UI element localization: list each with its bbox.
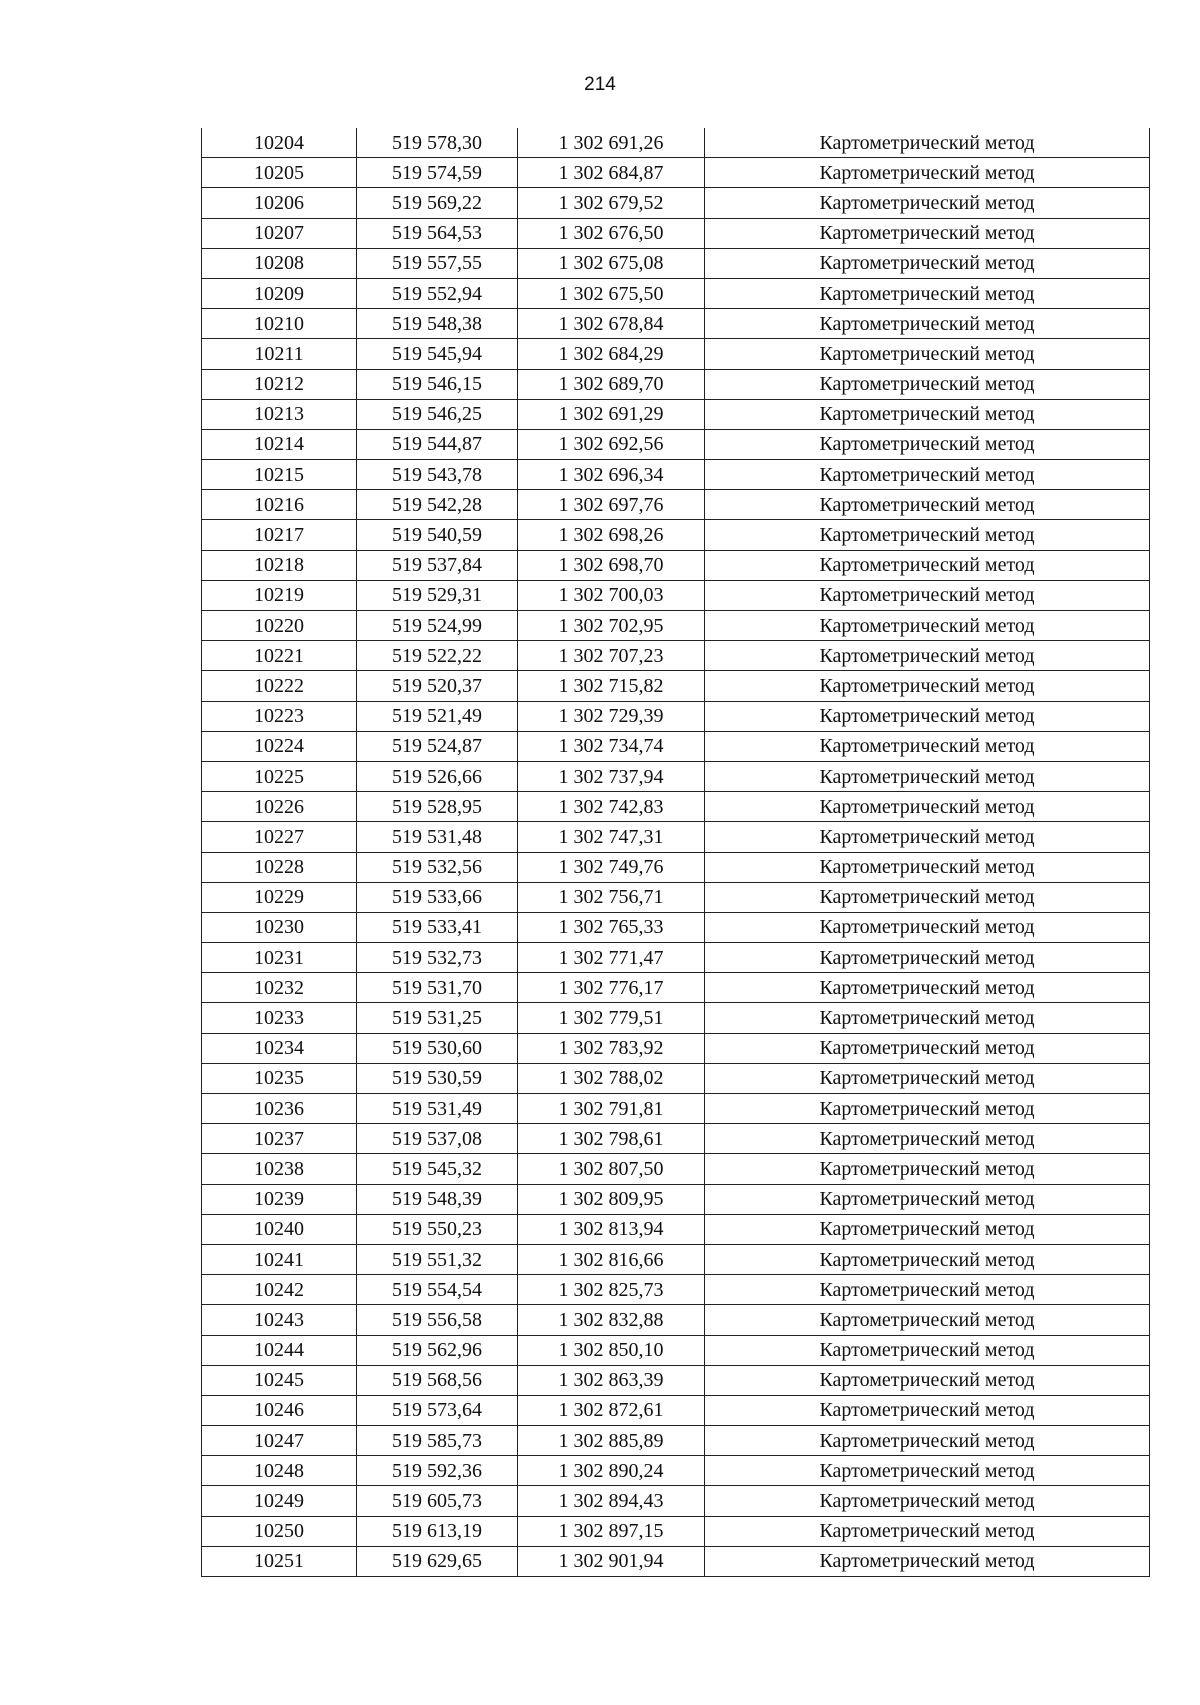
y-coordinate-cell: 1 302 691,29 xyxy=(518,399,705,429)
x-coordinate-cell: 519 530,59 xyxy=(357,1063,518,1093)
y-coordinate-cell: 1 302 756,71 xyxy=(518,882,705,912)
method-cell: Картометрический метод xyxy=(705,429,1150,459)
point-number-cell: 10228 xyxy=(202,852,357,882)
point-number-cell: 10247 xyxy=(202,1426,357,1456)
method-cell: Картометрический метод xyxy=(705,1516,1150,1546)
x-coordinate-cell: 519 542,28 xyxy=(357,490,518,520)
y-coordinate-cell: 1 302 894,43 xyxy=(518,1486,705,1516)
point-number-cell: 10232 xyxy=(202,973,357,1003)
x-coordinate-cell: 519 605,73 xyxy=(357,1486,518,1516)
method-cell: Картометрический метод xyxy=(705,611,1150,641)
x-coordinate-cell: 519 520,37 xyxy=(357,671,518,701)
method-cell: Картометрический метод xyxy=(705,1094,1150,1124)
point-number-cell: 10251 xyxy=(202,1546,357,1576)
method-cell: Картометрический метод xyxy=(705,943,1150,973)
y-coordinate-cell: 1 302 675,50 xyxy=(518,278,705,308)
point-number-cell: 10237 xyxy=(202,1124,357,1154)
table-row xyxy=(202,460,1150,490)
method-cell: Картометрический метод xyxy=(705,339,1150,369)
table-row xyxy=(202,248,1150,278)
table-row xyxy=(202,1426,1150,1456)
point-number-cell: 10218 xyxy=(202,550,357,580)
point-number-cell: 10219 xyxy=(202,580,357,610)
y-coordinate-cell: 1 302 700,03 xyxy=(518,580,705,610)
method-cell: Картометрический метод xyxy=(705,460,1150,490)
table-row xyxy=(202,1063,1150,1093)
method-cell: Картометрический метод xyxy=(705,158,1150,188)
table-row xyxy=(202,1516,1150,1546)
point-number-cell: 10241 xyxy=(202,1244,357,1274)
x-coordinate-cell: 519 629,65 xyxy=(357,1546,518,1576)
method-cell: Картометрический метод xyxy=(705,1003,1150,1033)
y-coordinate-cell: 1 302 679,52 xyxy=(518,188,705,218)
point-number-cell: 10227 xyxy=(202,822,357,852)
y-coordinate-cell: 1 302 813,94 xyxy=(518,1214,705,1244)
x-coordinate-cell: 519 531,48 xyxy=(357,822,518,852)
table-row xyxy=(202,278,1150,308)
table-row xyxy=(202,611,1150,641)
method-cell: Картометрический метод xyxy=(705,1546,1150,1576)
x-coordinate-cell: 519 524,87 xyxy=(357,731,518,761)
table-row xyxy=(202,490,1150,520)
x-coordinate-cell: 519 532,73 xyxy=(357,943,518,973)
y-coordinate-cell: 1 302 697,76 xyxy=(518,490,705,520)
x-coordinate-cell: 519 524,99 xyxy=(357,611,518,641)
y-coordinate-cell: 1 302 734,74 xyxy=(518,731,705,761)
method-cell: Картометрический метод xyxy=(705,278,1150,308)
x-coordinate-cell: 519 550,23 xyxy=(357,1214,518,1244)
point-number-cell: 10209 xyxy=(202,278,357,308)
coordinates-table-body xyxy=(202,128,1150,1577)
method-cell: Картометрический метод xyxy=(705,641,1150,671)
y-coordinate-cell: 1 302 791,81 xyxy=(518,1094,705,1124)
table-row xyxy=(202,1456,1150,1486)
point-number-cell: 10250 xyxy=(202,1516,357,1546)
point-number-cell: 10238 xyxy=(202,1154,357,1184)
point-number-cell: 10225 xyxy=(202,761,357,791)
point-number-cell: 10243 xyxy=(202,1305,357,1335)
method-cell: Картометрический метод xyxy=(705,701,1150,731)
y-coordinate-cell: 1 302 749,76 xyxy=(518,852,705,882)
x-coordinate-cell: 519 585,73 xyxy=(357,1426,518,1456)
y-coordinate-cell: 1 302 872,61 xyxy=(518,1395,705,1425)
y-coordinate-cell: 1 302 684,29 xyxy=(518,339,705,369)
point-number-cell: 10242 xyxy=(202,1275,357,1305)
point-number-cell: 10235 xyxy=(202,1063,357,1093)
x-coordinate-cell: 519 545,32 xyxy=(357,1154,518,1184)
method-cell: Картометрический метод xyxy=(705,1033,1150,1063)
x-coordinate-cell: 519 521,49 xyxy=(357,701,518,731)
table-row xyxy=(202,1365,1150,1395)
y-coordinate-cell: 1 302 678,84 xyxy=(518,309,705,339)
x-coordinate-cell: 519 578,30 xyxy=(357,128,518,158)
y-coordinate-cell: 1 302 807,50 xyxy=(518,1154,705,1184)
method-cell: Картометрический метод xyxy=(705,792,1150,822)
method-cell: Картометрический метод xyxy=(705,399,1150,429)
y-coordinate-cell: 1 302 691,26 xyxy=(518,128,705,158)
point-number-cell: 10245 xyxy=(202,1365,357,1395)
x-coordinate-cell: 519 574,59 xyxy=(357,158,518,188)
y-coordinate-cell: 1 302 779,51 xyxy=(518,1003,705,1033)
method-cell: Картометрический метод xyxy=(705,1305,1150,1335)
y-coordinate-cell: 1 302 737,94 xyxy=(518,761,705,791)
table-row xyxy=(202,399,1150,429)
y-coordinate-cell: 1 302 832,88 xyxy=(518,1305,705,1335)
point-number-cell: 10214 xyxy=(202,429,357,459)
y-coordinate-cell: 1 302 816,66 xyxy=(518,1244,705,1274)
method-cell: Картометрический метод xyxy=(705,1184,1150,1214)
table-row xyxy=(202,218,1150,248)
y-coordinate-cell: 1 302 684,87 xyxy=(518,158,705,188)
x-coordinate-cell: 519 573,64 xyxy=(357,1395,518,1425)
x-coordinate-cell: 519 530,60 xyxy=(357,1033,518,1063)
table-row xyxy=(202,1003,1150,1033)
table-row xyxy=(202,912,1150,942)
table-row xyxy=(202,1244,1150,1274)
y-coordinate-cell: 1 302 798,61 xyxy=(518,1124,705,1154)
table-row xyxy=(202,671,1150,701)
x-coordinate-cell: 519 528,95 xyxy=(357,792,518,822)
table-row xyxy=(202,309,1150,339)
x-coordinate-cell: 519 540,59 xyxy=(357,520,518,550)
x-coordinate-cell: 519 554,54 xyxy=(357,1275,518,1305)
y-coordinate-cell: 1 302 885,89 xyxy=(518,1426,705,1456)
method-cell: Картометрический метод xyxy=(705,882,1150,912)
point-number-cell: 10213 xyxy=(202,399,357,429)
x-coordinate-cell: 519 569,22 xyxy=(357,188,518,218)
table-row xyxy=(202,128,1150,158)
point-number-cell: 10226 xyxy=(202,792,357,822)
x-coordinate-cell: 519 537,08 xyxy=(357,1124,518,1154)
x-coordinate-cell: 519 545,94 xyxy=(357,339,518,369)
table-row xyxy=(202,1154,1150,1184)
y-coordinate-cell: 1 302 692,56 xyxy=(518,429,705,459)
y-coordinate-cell: 1 302 776,17 xyxy=(518,973,705,1003)
table-row xyxy=(202,882,1150,912)
method-cell: Картометрический метод xyxy=(705,580,1150,610)
table-row xyxy=(202,792,1150,822)
method-cell: Картометрический метод xyxy=(705,1275,1150,1305)
method-cell: Картометрический метод xyxy=(705,550,1150,580)
x-coordinate-cell: 519 551,32 xyxy=(357,1244,518,1274)
table-row xyxy=(202,731,1150,761)
method-cell: Картометрический метод xyxy=(705,1124,1150,1154)
y-coordinate-cell: 1 302 702,95 xyxy=(518,611,705,641)
table-row xyxy=(202,1094,1150,1124)
x-coordinate-cell: 519 532,56 xyxy=(357,852,518,882)
table-row xyxy=(202,580,1150,610)
method-cell: Картометрический метод xyxy=(705,218,1150,248)
point-number-cell: 10217 xyxy=(202,520,357,550)
y-coordinate-cell: 1 302 863,39 xyxy=(518,1365,705,1395)
table-row xyxy=(202,761,1150,791)
y-coordinate-cell: 1 302 771,47 xyxy=(518,943,705,973)
method-cell: Картометрический метод xyxy=(705,1365,1150,1395)
point-number-cell: 10210 xyxy=(202,309,357,339)
point-number-cell: 10223 xyxy=(202,701,357,731)
point-number-cell: 10236 xyxy=(202,1094,357,1124)
point-number-cell: 10234 xyxy=(202,1033,357,1063)
x-coordinate-cell: 519 531,70 xyxy=(357,973,518,1003)
table-row xyxy=(202,369,1150,399)
table-row xyxy=(202,339,1150,369)
method-cell: Картометрический метод xyxy=(705,912,1150,942)
method-cell: Картометрический метод xyxy=(705,1154,1150,1184)
x-coordinate-cell: 519 613,19 xyxy=(357,1516,518,1546)
x-coordinate-cell: 519 556,58 xyxy=(357,1305,518,1335)
y-coordinate-cell: 1 302 747,31 xyxy=(518,822,705,852)
method-cell: Картометрический метод xyxy=(705,973,1150,1003)
table-row xyxy=(202,943,1150,973)
table-row xyxy=(202,641,1150,671)
table-row xyxy=(202,1275,1150,1305)
table-row xyxy=(202,1033,1150,1063)
table-row xyxy=(202,701,1150,731)
point-number-cell: 10222 xyxy=(202,671,357,701)
table-row xyxy=(202,550,1150,580)
page-number: 214 xyxy=(584,74,616,95)
x-coordinate-cell: 519 548,39 xyxy=(357,1184,518,1214)
table-row xyxy=(202,973,1150,1003)
y-coordinate-cell: 1 302 890,24 xyxy=(518,1456,705,1486)
x-coordinate-cell: 519 531,49 xyxy=(357,1094,518,1124)
x-coordinate-cell: 519 533,41 xyxy=(357,912,518,942)
table-row xyxy=(202,188,1150,218)
point-number-cell: 10229 xyxy=(202,882,357,912)
y-coordinate-cell: 1 302 825,73 xyxy=(518,1275,705,1305)
coordinates-table xyxy=(201,128,1150,1577)
table-row xyxy=(202,1124,1150,1154)
x-coordinate-cell: 519 562,96 xyxy=(357,1335,518,1365)
method-cell: Картометрический метод xyxy=(705,369,1150,399)
point-number-cell: 10246 xyxy=(202,1395,357,1425)
point-number-cell: 10207 xyxy=(202,218,357,248)
point-number-cell: 10230 xyxy=(202,912,357,942)
method-cell: Картометрический метод xyxy=(705,1395,1150,1425)
method-cell: Картометрический метод xyxy=(705,520,1150,550)
table-row xyxy=(202,822,1150,852)
method-cell: Картометрический метод xyxy=(705,490,1150,520)
method-cell: Картометрический метод xyxy=(705,1335,1150,1365)
method-cell: Картометрический метод xyxy=(705,1063,1150,1093)
method-cell: Картометрический метод xyxy=(705,1456,1150,1486)
method-cell: Картометрический метод xyxy=(705,761,1150,791)
point-number-cell: 10224 xyxy=(202,731,357,761)
method-cell: Картометрический метод xyxy=(705,1244,1150,1274)
method-cell: Картометрический метод xyxy=(705,309,1150,339)
y-coordinate-cell: 1 302 675,08 xyxy=(518,248,705,278)
table-row xyxy=(202,520,1150,550)
method-cell: Картометрический метод xyxy=(705,1486,1150,1516)
point-number-cell: 10216 xyxy=(202,490,357,520)
x-coordinate-cell: 519 568,56 xyxy=(357,1365,518,1395)
table-row xyxy=(202,1184,1150,1214)
y-coordinate-cell: 1 302 707,23 xyxy=(518,641,705,671)
point-number-cell: 10239 xyxy=(202,1184,357,1214)
point-number-cell: 10249 xyxy=(202,1486,357,1516)
x-coordinate-cell: 519 533,66 xyxy=(357,882,518,912)
table-row xyxy=(202,1305,1150,1335)
x-coordinate-cell: 519 526,66 xyxy=(357,761,518,791)
table-row xyxy=(202,429,1150,459)
x-coordinate-cell: 519 548,38 xyxy=(357,309,518,339)
y-coordinate-cell: 1 302 689,70 xyxy=(518,369,705,399)
y-coordinate-cell: 1 302 676,50 xyxy=(518,218,705,248)
method-cell: Картометрический метод xyxy=(705,248,1150,278)
x-coordinate-cell: 519 592,36 xyxy=(357,1456,518,1486)
y-coordinate-cell: 1 302 715,82 xyxy=(518,671,705,701)
x-coordinate-cell: 519 546,25 xyxy=(357,399,518,429)
table-row xyxy=(202,1214,1150,1244)
point-number-cell: 10231 xyxy=(202,943,357,973)
x-coordinate-cell: 519 544,87 xyxy=(357,429,518,459)
point-number-cell: 10240 xyxy=(202,1214,357,1244)
x-coordinate-cell: 519 546,15 xyxy=(357,369,518,399)
method-cell: Картометрический метод xyxy=(705,671,1150,701)
y-coordinate-cell: 1 302 850,10 xyxy=(518,1335,705,1365)
table-row xyxy=(202,1546,1150,1576)
point-number-cell: 10208 xyxy=(202,248,357,278)
y-coordinate-cell: 1 302 783,92 xyxy=(518,1033,705,1063)
table-row xyxy=(202,852,1150,882)
table-row xyxy=(202,1335,1150,1365)
table-row xyxy=(202,1486,1150,1516)
x-coordinate-cell: 519 543,78 xyxy=(357,460,518,490)
point-number-cell: 10215 xyxy=(202,460,357,490)
method-cell: Картометрический метод xyxy=(705,128,1150,158)
method-cell: Картометрический метод xyxy=(705,852,1150,882)
point-number-cell: 10233 xyxy=(202,1003,357,1033)
y-coordinate-cell: 1 302 729,39 xyxy=(518,701,705,731)
x-coordinate-cell: 519 522,22 xyxy=(357,641,518,671)
point-number-cell: 10206 xyxy=(202,188,357,218)
x-coordinate-cell: 519 529,31 xyxy=(357,580,518,610)
point-number-cell: 10205 xyxy=(202,158,357,188)
point-number-cell: 10212 xyxy=(202,369,357,399)
method-cell: Картометрический метод xyxy=(705,1214,1150,1244)
y-coordinate-cell: 1 302 698,26 xyxy=(518,520,705,550)
y-coordinate-cell: 1 302 742,83 xyxy=(518,792,705,822)
y-coordinate-cell: 1 302 696,34 xyxy=(518,460,705,490)
point-number-cell: 10221 xyxy=(202,641,357,671)
x-coordinate-cell: 519 531,25 xyxy=(357,1003,518,1033)
point-number-cell: 10220 xyxy=(202,611,357,641)
y-coordinate-cell: 1 302 765,33 xyxy=(518,912,705,942)
y-coordinate-cell: 1 302 698,70 xyxy=(518,550,705,580)
y-coordinate-cell: 1 302 897,15 xyxy=(518,1516,705,1546)
point-number-cell: 10248 xyxy=(202,1456,357,1486)
x-coordinate-cell: 519 552,94 xyxy=(357,278,518,308)
method-cell: Картометрический метод xyxy=(705,731,1150,761)
method-cell: Картометрический метод xyxy=(705,1426,1150,1456)
point-number-cell: 10211 xyxy=(202,339,357,369)
y-coordinate-cell: 1 302 788,02 xyxy=(518,1063,705,1093)
point-number-cell: 10204 xyxy=(202,128,357,158)
y-coordinate-cell: 1 302 901,94 xyxy=(518,1546,705,1576)
y-coordinate-cell: 1 302 809,95 xyxy=(518,1184,705,1214)
table-row xyxy=(202,158,1150,188)
x-coordinate-cell: 519 564,53 xyxy=(357,218,518,248)
x-coordinate-cell: 519 537,84 xyxy=(357,550,518,580)
x-coordinate-cell: 519 557,55 xyxy=(357,248,518,278)
table-row xyxy=(202,1395,1150,1425)
method-cell: Картометрический метод xyxy=(705,822,1150,852)
point-number-cell: 10244 xyxy=(202,1335,357,1365)
method-cell: Картометрический метод xyxy=(705,188,1150,218)
